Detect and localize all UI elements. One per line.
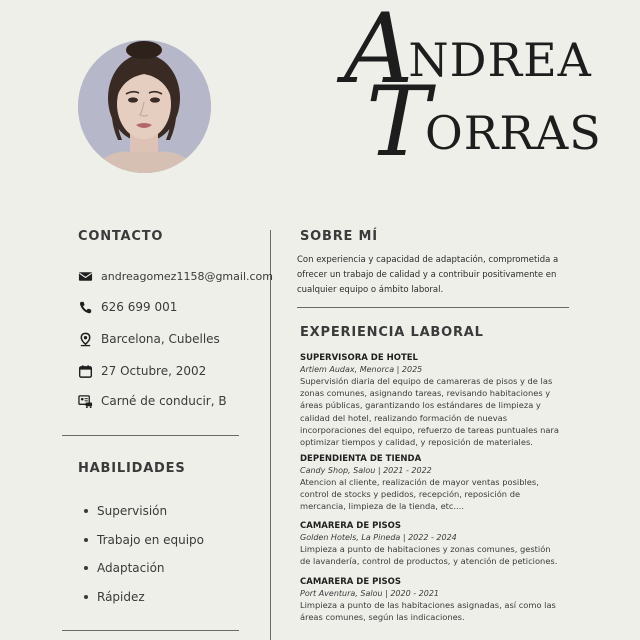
license-text: Carné de conducir, B — [101, 394, 227, 408]
job-description: Limpieza a punto de las habitaciones asignadas, así como las áreas comunes, según las indicaciones. — [300, 600, 556, 623]
skill-item: Trabajo en equipo — [82, 530, 204, 559]
job-entry — [300, 454, 562, 513]
about-text: Con experiencia y capacidad de adaptación, comprometida a ofrecer un trabajo de calidad y a contribuir positivamente en cualquier equipo o ámbito laboral. — [297, 255, 559, 295]
location-pin-icon — [77, 331, 93, 347]
email-text: andreagomez1158@gmail.com — [101, 269, 273, 283]
contact-location — [77, 331, 220, 347]
profile-photo — [78, 40, 211, 173]
job-title: CAMARERA DE PISOS — [300, 521, 401, 531]
experience-heading: EXPERIENCIA LABORAL — [300, 325, 484, 340]
portrait-illustration — [78, 40, 211, 173]
skills-heading: HABILIDADES — [78, 461, 186, 476]
contact-phone[interactable] — [77, 299, 177, 315]
job-title: DEPENDIENTA DE TIENDA — [300, 454, 422, 464]
skill-item: Supervisión — [82, 501, 204, 530]
phone-text: 626 699 001 — [101, 300, 178, 314]
job-place: Golden Hotels, La Pineda | 2022 - 2024 — [300, 533, 457, 542]
job-description: Atencion al cliente, realización de mayor ventas posibles, control de stocks y pedidos, recepción, reposición de mercancia, limpieza de la tienda, etc.... — [300, 477, 539, 512]
birthdate-text: 27 Octubre, 2002 — [101, 364, 207, 378]
job-place: Artiem Audax, Menorca | 2025 — [300, 365, 423, 374]
job-entry — [300, 521, 562, 567]
about-heading: SOBRE MÍ — [300, 229, 378, 244]
job-description: Limpieza a punto de habitaciones y zonas comunes, gestión de lavandería, control de productos, y atención de peticiones. — [300, 544, 558, 567]
job-description: Supervisión diaria del equipo de camareras de pisos y de las zonas comunes, asignando tareas, revisando habitaciones y áreas públicas, garantizando los estándares de limpieza y calidad del hotel, realizando formación de nuevas incorporaciones del equipo, refuerzo de tareas puntuales nara optimizar tiempos y calidad, y reposición de materiales. — [300, 376, 559, 448]
location-text: Barcelona, Cubelles — [101, 332, 220, 346]
contact-birthdate — [77, 363, 206, 379]
contact-heading: CONTACTO — [78, 229, 164, 244]
job-title: CAMARERA DE PISOS — [300, 577, 401, 587]
skills-divider — [62, 630, 239, 631]
job-title: SUPERVISORA DE HOTEL — [300, 353, 418, 363]
contact-divider — [62, 435, 239, 436]
skills-list — [82, 501, 204, 616]
first-name: ANDREA — [344, 0, 592, 105]
column-divider — [270, 230, 271, 640]
contact-email[interactable] — [77, 268, 273, 284]
skill-item: Rápidez — [82, 587, 204, 616]
job-entry — [300, 353, 562, 448]
contact-license — [77, 393, 227, 409]
phone-icon — [77, 299, 93, 315]
last-name: TORRAS — [366, 66, 602, 178]
candidate-name — [342, 0, 602, 178]
envelope-icon — [77, 268, 93, 284]
about-divider — [297, 307, 569, 308]
job-place: Candy Shop, Salou | 2021 - 2022 — [300, 466, 432, 475]
calendar-icon — [77, 363, 93, 379]
job-entry — [300, 577, 562, 623]
skill-item: Adaptación — [82, 558, 204, 587]
job-place: Port Aventura, Salou | 2020 - 2021 — [300, 589, 440, 598]
id-card-icon — [77, 393, 93, 409]
